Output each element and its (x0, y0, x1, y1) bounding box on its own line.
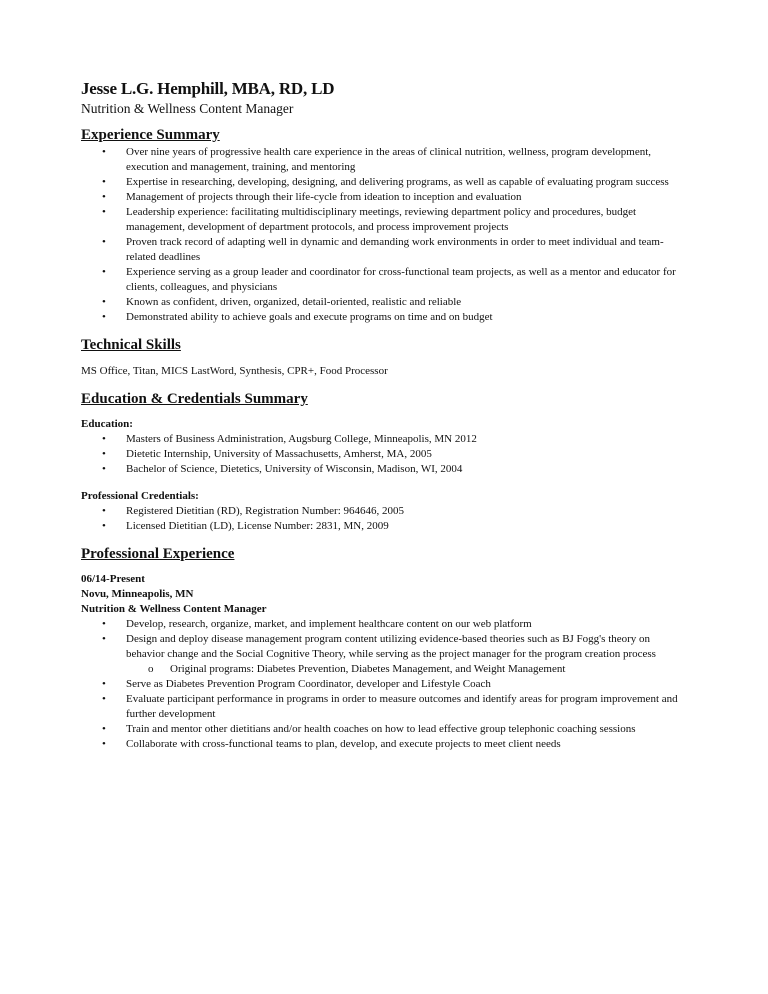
credentials-list (81, 504, 681, 534)
list-item: • Leadership experience: facilitating multidisciplinary meetings, reviewing department policy and procedures, budget management, development of department protocols, and process improvement projects (81, 205, 681, 235)
list-item: • Management of projects through their life-cycle from ideation to inception and evaluation (81, 190, 681, 205)
candidate-name: Jesse L.G. Hemphill, MBA, RD, LD (81, 79, 335, 98)
list-item: • Demonstrated ability to achieve goals and execute programs on time and on budget (81, 310, 681, 325)
job-duties-list-continued (81, 677, 681, 752)
list-item: • Serve as Diabetes Prevention Program Coordinator, developer and Lifestyle Coach (81, 677, 681, 692)
technical-skills-text: MS Office, Titan, MICS LastWord, Synthesis, CPR+, Food Processor (81, 365, 388, 377)
experience-summary-list (81, 145, 681, 325)
list-item: • Develop, research, organize, market, and implement healthcare content on our web platform (81, 617, 681, 632)
experience-summary-heading: Experience Summary (81, 127, 220, 143)
list-item: • Collaborate with cross-functional teams to plan, develop, and execute projects to meet client needs (81, 737, 681, 752)
resume-page (81, 78, 681, 752)
job-role: Nutrition & Wellness Content Manager (81, 603, 267, 615)
sub-list-item: o Original programs: Diabetes Prevention, Diabetes Management, and Weight Management (81, 662, 681, 677)
list-item: • Evaluate participant performance in programs in order to measure outcomes and identify areas for program improvement and further development (81, 692, 681, 722)
job-dates: 06/14-Present (81, 573, 145, 585)
job-header (81, 572, 681, 617)
job-employer: Novu, Minneapolis, MN (81, 588, 194, 600)
list-item: • Masters of Business Administration, Augsburg College, Minneapolis, MN 2012 (81, 432, 681, 447)
list-item: • Known as confident, driven, organized, detail-oriented, realistic and reliable (81, 295, 681, 310)
list-item: • Over nine years of progressive health care experience in the areas of clinical nutrition, wellness, program development, execution and management, training, and mentoring (81, 145, 681, 175)
job-duties-list (81, 617, 681, 662)
candidate-title: Nutrition & Wellness Content Manager (81, 101, 294, 116)
list-item: • Experience serving as a group leader and coordinator for cross-functional team projects, as well as a mentor and educator for clients, colleagues, and physicians (81, 265, 681, 295)
credentials-label: Professional Credentials: (81, 490, 199, 502)
list-item: • Dietetic Internship, University of Massachusetts, Amherst, MA, 2005 (81, 447, 681, 462)
list-item: • Proven track record of adapting well in dynamic and demanding work environments in order to meet individual and team-related deadlines (81, 235, 681, 265)
education-label: Education: (81, 418, 133, 430)
list-item: • Train and mentor other dietitians and/or health coaches on how to lead effective group telephonic coaching sessions (81, 722, 681, 737)
education-heading: Education & Credentials Summary (81, 391, 308, 407)
list-item: • Design and deploy disease management program content utilizing evidence-based theories such as BJ Fogg's theory on behavior change and the Social Cognitive Theory, while serving as the project manager for the program creation process (81, 632, 681, 662)
technical-skills-heading: Technical Skills (81, 337, 181, 353)
education-list (81, 432, 681, 477)
list-item: • Bachelor of Science, Dietetics, University of Wisconsin, Madison, WI, 2004 (81, 462, 681, 477)
list-item: • Licensed Dietitian (LD), License Number: 2831, MN, 2009 (81, 519, 681, 534)
list-item: • Registered Dietitian (RD), Registration Number: 964646, 2005 (81, 504, 681, 519)
list-item: • Expertise in researching, developing, designing, and delivering programs, as well as capable of evaluating program success (81, 175, 681, 190)
professional-experience-heading: Professional Experience (81, 546, 235, 562)
